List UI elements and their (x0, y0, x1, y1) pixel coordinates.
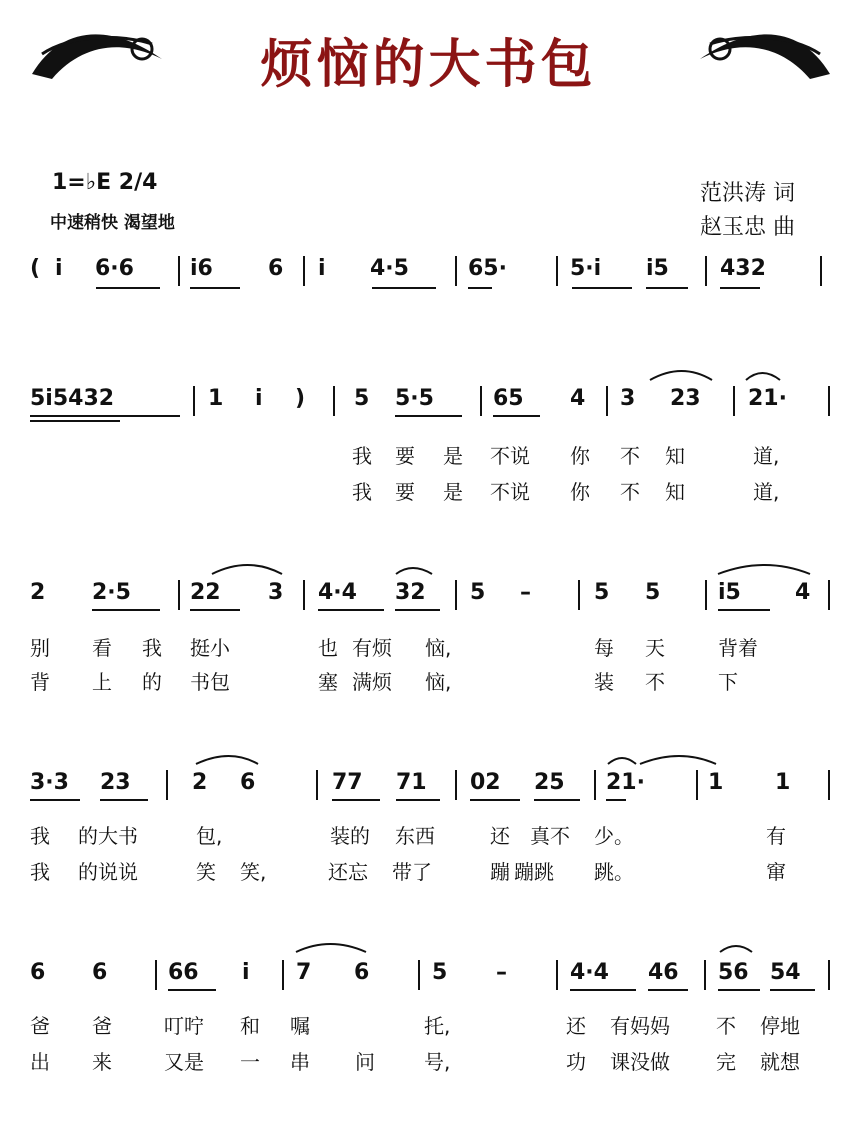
barline (333, 386, 335, 416)
barline (705, 580, 707, 610)
note-group: 6 (354, 960, 370, 985)
note-group: 56 (718, 960, 749, 985)
lyric: 塞 (318, 670, 338, 694)
note-group: 7 (296, 960, 312, 985)
note-group: 6·6 (95, 256, 134, 281)
note-group: 54 (770, 960, 801, 985)
note-group: 6 (240, 770, 256, 795)
lyricist-credit: 范洪涛 词 (700, 181, 795, 206)
lyric: 是 (443, 444, 463, 468)
note-group: ) (295, 386, 306, 411)
barline (733, 386, 735, 416)
lyric: 窜 (766, 860, 786, 884)
barline (828, 960, 830, 990)
key-signature: 1=♭E 2/4 (52, 170, 158, 195)
note-group: 65 (493, 386, 524, 411)
lyric: 书包 (190, 670, 230, 694)
note-group: – (496, 960, 507, 985)
note-group: 32 (395, 580, 426, 605)
barline (704, 960, 706, 990)
barline (166, 770, 168, 800)
lyric: 串 (290, 1050, 310, 1074)
note-group: 6 (268, 256, 284, 281)
lyric: 就想 (760, 1050, 800, 1074)
tempo-marking: 中速稍快 渴望地 (50, 213, 175, 233)
note-group: 2 (30, 580, 46, 605)
lyric: 来 (92, 1050, 112, 1074)
lyric: 问 (355, 1050, 375, 1074)
note-group: 4·5 (370, 256, 409, 281)
note-group: 2 (192, 770, 208, 795)
lyric: 是 (443, 480, 463, 504)
note-group: i (55, 256, 63, 281)
note-group: i6 (190, 256, 213, 281)
note-group: 4·4 (570, 960, 609, 985)
note-group: 66 (168, 960, 199, 985)
lyric: 还 (490, 824, 510, 848)
note-group: 46 (648, 960, 679, 985)
lyric: 爸 (92, 1014, 112, 1038)
barline (556, 960, 558, 990)
lyric: 出 (30, 1050, 50, 1074)
barline (820, 256, 822, 286)
lyric: 看 (92, 636, 112, 660)
lyric: 和 (240, 1014, 260, 1038)
lyric: 课没做 (610, 1050, 670, 1074)
lyric: 的大书 (78, 824, 138, 848)
lyric: 要 (395, 480, 415, 504)
lyric: 背着 (718, 636, 758, 660)
note-group: 432 (720, 256, 766, 281)
lyric: 我 (352, 444, 372, 468)
barline (606, 386, 608, 416)
lyric: 我 (142, 636, 162, 660)
note-group: 3 (268, 580, 284, 605)
lyric: 停地 (760, 1014, 800, 1038)
lyric: 的说说 (78, 860, 138, 884)
barline (480, 386, 482, 416)
lyric: 要 (395, 444, 415, 468)
lyric: 笑 (196, 860, 216, 884)
barline (178, 580, 180, 610)
lyric: 装 (594, 670, 614, 694)
note-group: 02 (470, 770, 501, 795)
note-group: 5 (354, 386, 370, 411)
lyric: 完 (716, 1050, 736, 1074)
lyric: 上 (92, 670, 112, 694)
note-group: i5 (718, 580, 741, 605)
note-group: 21· (606, 770, 645, 795)
lyric: 天 (645, 636, 665, 660)
lyric: 跳。 (594, 860, 634, 884)
barline (282, 960, 284, 990)
note-group: 5i5432 (30, 386, 115, 411)
note-group: 6 (92, 960, 108, 985)
lyric: 道, (753, 444, 780, 468)
note-group: i (242, 960, 250, 985)
lyric: 蹦 (490, 860, 510, 884)
lyric: 蹦跳 (514, 860, 554, 884)
note-group: 4 (795, 580, 811, 605)
barline (418, 960, 420, 990)
lyric: 少。 (594, 824, 634, 848)
lyric: 背 (30, 670, 50, 694)
barline (455, 256, 457, 286)
note-group: 4·4 (318, 580, 357, 605)
lyric: 恼, (425, 670, 452, 694)
lyric: 嘱 (290, 1014, 310, 1038)
lyric: 东西 (395, 824, 435, 848)
lyric: 不 (620, 444, 640, 468)
note-group: 1 (208, 386, 224, 411)
note-group: – (520, 580, 531, 605)
lyric: 我 (30, 824, 50, 848)
note-group: i5 (646, 256, 669, 281)
lyric: 号, (424, 1050, 451, 1074)
lyric: 下 (718, 670, 738, 694)
lyric: 不说 (490, 480, 530, 504)
lyric: 恼, (425, 636, 452, 660)
lyric: 爸 (30, 1014, 50, 1038)
lyric: 也 (318, 636, 338, 660)
note-group: 2·5 (92, 580, 131, 605)
lyric: 一 (240, 1050, 260, 1074)
note-group: ( (30, 256, 41, 281)
lyric: 带了 (392, 860, 432, 884)
lyric: 知 (665, 444, 685, 468)
note-group: i (255, 386, 263, 411)
barline (705, 256, 707, 286)
lyric: 满烦 (352, 670, 392, 694)
note-group: 71 (396, 770, 427, 795)
note-group: 23 (100, 770, 131, 795)
lyric: 笑, (240, 860, 267, 884)
lyric: 不 (620, 480, 640, 504)
lyric: 装的 (330, 824, 370, 848)
note-group: i (318, 256, 326, 281)
barline (455, 580, 457, 610)
lyric: 包, (196, 824, 223, 848)
note-group: 4 (570, 386, 586, 411)
barline (696, 770, 698, 800)
note-group: 1 (708, 770, 724, 795)
barline (455, 770, 457, 800)
lyric: 功 (566, 1050, 586, 1074)
lyric: 还忘 (328, 860, 368, 884)
note-group: 5 (594, 580, 610, 605)
lyric: 又是 (164, 1050, 204, 1074)
lyric: 真不 (530, 824, 570, 848)
lyric: 叮咛 (164, 1014, 204, 1038)
note-group: 1 (775, 770, 791, 795)
lyric: 有妈妈 (610, 1014, 670, 1038)
lyric: 托, (424, 1014, 451, 1038)
barline (556, 256, 558, 286)
note-group: 5 (432, 960, 448, 985)
lyric: 知 (665, 480, 685, 504)
barline (578, 580, 580, 610)
lyric: 我 (30, 860, 50, 884)
lyric: 你 (570, 480, 590, 504)
barline (193, 386, 195, 416)
lyric: 挺小 (190, 636, 230, 660)
lyric: 不 (645, 670, 665, 694)
barline (828, 386, 830, 416)
note-group: 23 (670, 386, 701, 411)
lyric: 我 (352, 480, 372, 504)
song-title: 烦恼的大书包 (260, 34, 597, 95)
barline (155, 960, 157, 990)
barline (316, 770, 318, 800)
note-group: 77 (332, 770, 363, 795)
note-group: 5·i (570, 256, 602, 281)
lyric: 道, (753, 480, 780, 504)
barline (303, 256, 305, 286)
lyric: 别 (30, 636, 50, 660)
note-group: 25 (534, 770, 565, 795)
note-group: 6 (30, 960, 46, 985)
barline (303, 580, 305, 610)
barline (594, 770, 596, 800)
barline (828, 580, 830, 610)
note-group: 3·3 (30, 770, 69, 795)
lyric: 有 (766, 824, 786, 848)
note-group: 5 (645, 580, 661, 605)
lyric: 还 (566, 1014, 586, 1038)
barline (178, 256, 180, 286)
note-group: 5 (470, 580, 486, 605)
lyric: 的 (142, 670, 162, 694)
lyric: 不说 (490, 444, 530, 468)
composer-credit: 赵玉忠 曲 (700, 215, 795, 240)
note-group: 65· (468, 256, 507, 281)
note-group: 5·5 (395, 386, 434, 411)
barline (828, 770, 830, 800)
note-group: 3 (620, 386, 636, 411)
lyric: 有烦 (352, 636, 392, 660)
note-group: 22 (190, 580, 221, 605)
lyric: 你 (570, 444, 590, 468)
note-group: 21· (748, 386, 787, 411)
lyric: 每 (594, 636, 614, 660)
lyric: 不 (716, 1014, 736, 1038)
